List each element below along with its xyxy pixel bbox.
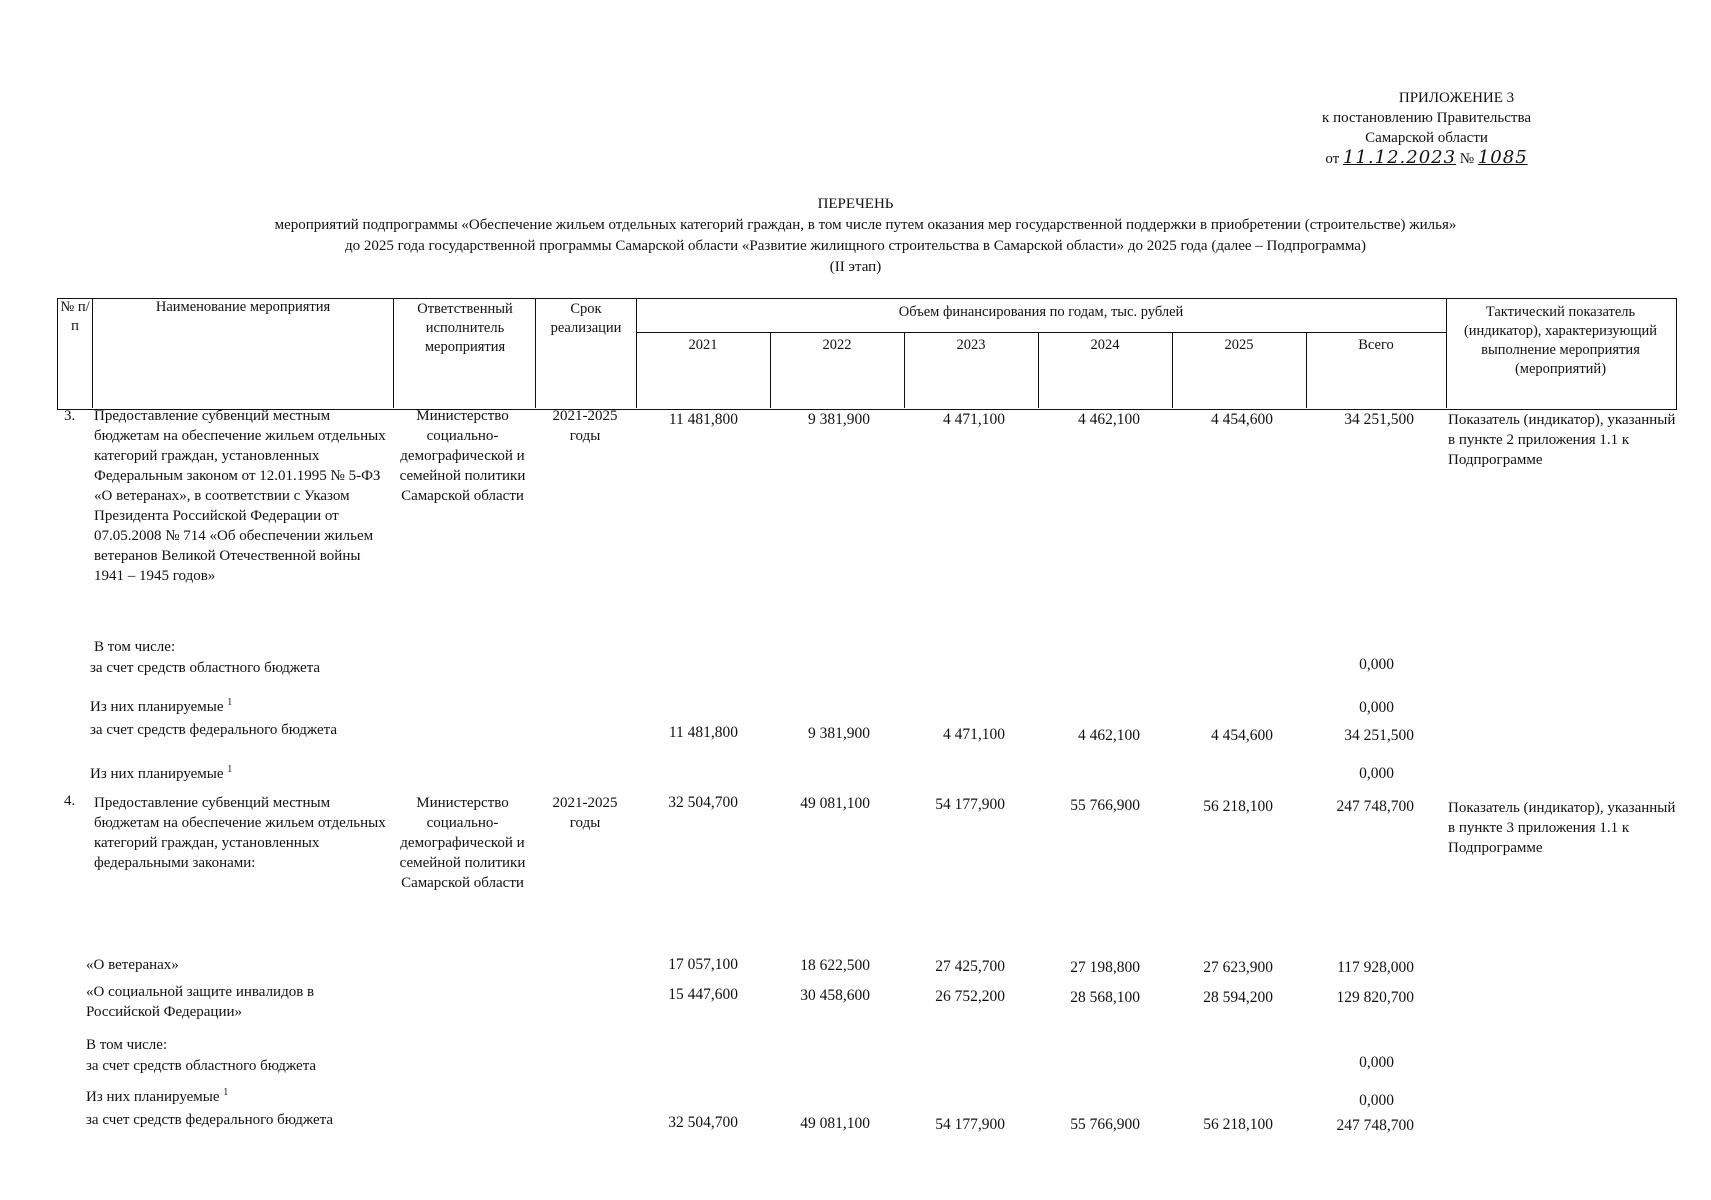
item3-regional-label: за счет средств областного бюджета (90, 660, 321, 676)
item4-fed-2022: 49 081,100 (800, 1115, 870, 1132)
item3-fed-total: 34 251,500 (1344, 727, 1414, 744)
item3-2024: 4 462,100 (1078, 411, 1140, 428)
th-year-2024: 2024 (1090, 337, 1120, 353)
item4-dis-total: 129 820,700 (1336, 989, 1414, 1006)
item4-vet-2023: 27 425,700 (935, 958, 1005, 975)
th-indicator: Тактический показатель (индикатор), характеризующий выполнение мероприятия (мероприятий) (1463, 304, 1658, 377)
item3-planned2-text: Из них планируемые (90, 766, 224, 782)
item4-2025: 56 218,100 (1203, 798, 1273, 815)
item3-2022: 9 381,900 (808, 411, 870, 428)
num-prefix: № (1459, 151, 1475, 167)
item4-fed-total: 247 748,700 (1336, 1117, 1414, 1134)
item4-regional-total: 0,000 (1359, 1054, 1394, 1071)
item4-planned-text: Из них планируемые (86, 1089, 220, 1105)
th-total: Всего (1358, 337, 1394, 353)
th-num: № п/п (60, 299, 90, 334)
item3-regional-total: 0,000 (1359, 656, 1394, 673)
item3-planned2-total: 0,000 (1359, 765, 1394, 782)
item4-num: 4. (64, 793, 76, 809)
item3-planned2-label (90, 760, 232, 784)
item4-2021: 32 504,700 (668, 794, 738, 811)
col-divider (92, 298, 93, 408)
item4-planned-label (86, 1083, 228, 1107)
item3-planned-total: 0,000 (1359, 699, 1394, 716)
appendix-header (1322, 88, 1531, 169)
item3-2025: 4 454,600 (1211, 411, 1273, 428)
handwritten-date: 11.12.2023 (1342, 147, 1457, 168)
item4-description: Предоставление субвенций местным бюджетам на обеспечение жильем отдельных категорий граждан, установленных федеральными законами: (94, 795, 386, 871)
item4-fed-2023: 54 177,900 (935, 1116, 1005, 1133)
item4-2024: 55 766,900 (1070, 797, 1140, 814)
item4-2023: 54 177,900 (935, 796, 1005, 813)
th-term: Срок реализации (550, 301, 622, 336)
item4-vet-2025: 27 623,900 (1203, 959, 1273, 976)
row-divider (636, 332, 1446, 333)
item3-planned-text: Из них планируемые (90, 699, 224, 715)
appendix-label: ПРИЛОЖЕНИЕ 3 (1398, 90, 1515, 106)
footnote-mark: 1 (227, 764, 233, 775)
appendix-date-line (1322, 148, 1531, 169)
item3-fed-2023: 4 471,100 (943, 726, 1005, 743)
footnote-mark: 1 (223, 1087, 229, 1098)
item4-vet-total: 117 928,000 (1337, 959, 1414, 976)
item3-fed-2022: 9 381,900 (808, 725, 870, 742)
handwritten-number: 1085 (1477, 147, 1528, 168)
item4-planned-total: 0,000 (1359, 1092, 1394, 1109)
item4-disabled-label: «О социальной защите инвалидов в Российской Федерации» (86, 984, 315, 1020)
th-year-2021: 2021 (688, 337, 718, 353)
item3-responsible: Министерство социально-демографической и семейной политики Самарской области (399, 408, 526, 504)
item4-fed-2024: 55 766,900 (1070, 1116, 1140, 1133)
item3-total: 34 251,500 (1344, 411, 1414, 428)
th-name: Наименование мероприятия (155, 299, 331, 315)
th-year-2022: 2022 (822, 337, 852, 353)
item4-veterans-label: «О ветеранах» (86, 957, 179, 973)
appendix-line2: Самарской области (1365, 130, 1488, 146)
item3-description: Предоставление субвенций местным бюджетам на обеспечение жильем отдельных категорий граждан, установленных Федеральным законом от 12.01.1995 № 5-ФЗ «О ветеранах», в соответствии с Указом Президента Российской Федерации от 07.05.2008 № 714 «Об обеспечении жильем ветеранов Великой Отечественной войны 1941 – 1945 годов» (94, 408, 386, 584)
th-responsible: Ответственный исполнитель мероприятия (417, 301, 513, 355)
item4-dis-2024: 28 568,100 (1070, 989, 1140, 1006)
item4-incl-label: В том числе: (86, 1037, 168, 1053)
item3-fed-2025: 4 454,600 (1211, 727, 1273, 744)
doc-title-line3: (II этап) (829, 259, 882, 275)
item4-2022: 49 081,100 (800, 795, 870, 812)
item3-incl-label: В том числе: (94, 639, 176, 655)
col-divider (1446, 298, 1447, 408)
doc-title-line1: мероприятий подпрограммы «Обеспечение жильем отдельных категорий граждан, в том числе путем оказания мер государственной поддержки в приобретении (строительстве) жилья» (274, 217, 1457, 233)
item4-dis-2022: 30 458,600 (800, 987, 870, 1004)
item4-federal-label: за счет средств федерального бюджета (86, 1112, 334, 1128)
item4-regional-label: за счет средств областного бюджета (86, 1058, 317, 1074)
item3-fed-2024: 4 462,100 (1078, 727, 1140, 744)
th-funding: Объем финансирования по годам, тыс. рублей (898, 304, 1184, 320)
doc-title-line2: до 2025 года государственной программы Самарской области «Развитие жилищного строительства в Самарской области» до 2025 года (далее – Подпрограмма) (345, 238, 1366, 254)
item4-term: 2021-2025 годы (552, 795, 618, 831)
item4-fed-2025: 56 218,100 (1203, 1116, 1273, 1133)
item4-total: 247 748,700 (1336, 798, 1414, 815)
item4-vet-2024: 27 198,800 (1070, 959, 1140, 976)
item3-2021: 11 481,800 (668, 411, 738, 428)
th-year-2025: 2025 (1224, 337, 1254, 353)
doc-title: ПЕРЕЧЕНЬ (817, 196, 894, 212)
col-divider (393, 298, 394, 408)
item4-vet-2021: 17 057,100 (668, 956, 738, 973)
item4-fed-2021: 32 504,700 (668, 1114, 738, 1131)
item4-vet-2022: 18 622,500 (800, 957, 870, 974)
footnote-mark: 1 (227, 697, 233, 708)
item3-fed-2021: 11 481,800 (668, 724, 738, 741)
item3-term: 2021-2025 годы (552, 408, 618, 444)
item3-num: 3. (64, 408, 76, 424)
item4-responsible: Министерство социально-демографической и семейной политики Самарской области (399, 795, 526, 891)
item4-indicator: Показатель (индикатор), указанный в пункте 3 приложения 1.1 к Подпрограмме (1448, 800, 1676, 856)
th-year-2023: 2023 (956, 337, 986, 353)
col-divider (535, 298, 536, 408)
date-prefix: от (1325, 151, 1340, 167)
appendix-line1: к постановлению Правительства (1322, 110, 1531, 126)
item3-indicator: Показатель (индикатор), указанный в пункте 2 приложения 1.1 к Подпрограмме (1448, 412, 1676, 468)
item3-planned-label (90, 693, 232, 717)
item3-2023: 4 471,100 (943, 411, 1005, 428)
item3-federal-label: за счет средств федерального бюджета (90, 722, 338, 738)
item4-dis-2021: 15 447,600 (668, 986, 738, 1003)
item4-dis-2023: 26 752,200 (935, 988, 1005, 1005)
item4-dis-2025: 28 594,200 (1203, 989, 1273, 1006)
